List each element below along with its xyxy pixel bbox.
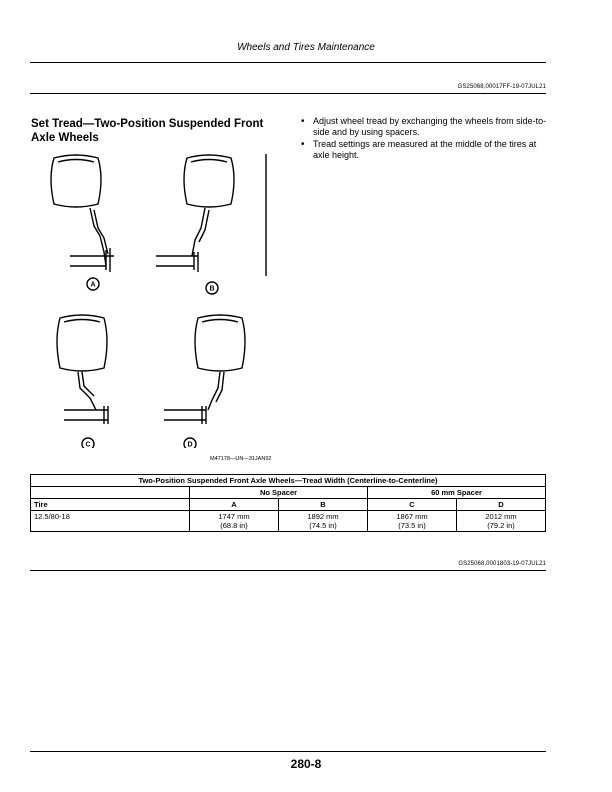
tread-position-illustration — [34, 148, 274, 448]
table-cell-c: 1867 mm (73.5 in) — [368, 511, 457, 532]
wheel-position-b — [156, 154, 266, 294]
wheel-position-c — [57, 315, 108, 448]
label-a: A — [90, 281, 96, 289]
table-header-row — [31, 499, 546, 511]
footer-rule — [30, 751, 546, 752]
table-group-no-spacer: No Spacer — [190, 487, 368, 499]
table-cell-b: 1892 mm (74.5 in) — [279, 511, 368, 532]
table-cell-tire: 12.5/80-18 — [31, 511, 190, 532]
section-code-top: GS25068,00017FF-19-07JUL21 — [457, 84, 546, 90]
table-header-a: A — [190, 499, 279, 511]
instruction-list — [301, 116, 551, 162]
section-rule-top — [30, 93, 546, 94]
instruction-item: • Tread settings are measured at the middle of the tires at axle height. — [301, 139, 551, 161]
wheel-position-d — [164, 315, 245, 448]
table-header-b: B — [279, 499, 368, 511]
table-title-row — [31, 475, 546, 487]
section-rule-bottom — [30, 570, 546, 571]
section-code-bottom: GS25068,0001803-19-07JUL21 — [458, 561, 546, 567]
figure-caption: M47178—UN—31JAN92 — [210, 456, 272, 462]
table-header-c: C — [368, 499, 457, 511]
table-cell-d: 2012 mm (79.2 in) — [457, 511, 546, 532]
label-c: C — [85, 441, 91, 448]
instruction-item: • Adjust wheel tread by exchanging the wheels from side-to-side and by using spacers. — [301, 116, 551, 138]
table-cell-a: 1747 mm (68.8 in) — [190, 511, 279, 532]
tread-width-table — [30, 474, 546, 532]
table-group-spacer: 60 mm Spacer — [368, 487, 546, 499]
page-number: 280-8 — [290, 757, 322, 771]
wheel-position-a — [51, 155, 114, 290]
header-rule — [30, 62, 546, 63]
table-group-row — [31, 487, 546, 499]
table-row — [31, 511, 546, 532]
table-title: Two-Position Suspended Front Axle Wheels—Tread Width (Centerline-to-Centerline) — [31, 475, 546, 487]
section-title: Set Tread—Two-Position Suspended Front Axle Wheels — [31, 118, 264, 144]
table-header-d: D — [457, 499, 546, 511]
label-b: B — [209, 285, 215, 293]
table-group-blank — [31, 487, 190, 499]
table-header-tire: Tire — [31, 499, 190, 511]
label-d: D — [187, 441, 193, 448]
page-header-title: Wheels and Tires Maintenance — [237, 42, 375, 53]
